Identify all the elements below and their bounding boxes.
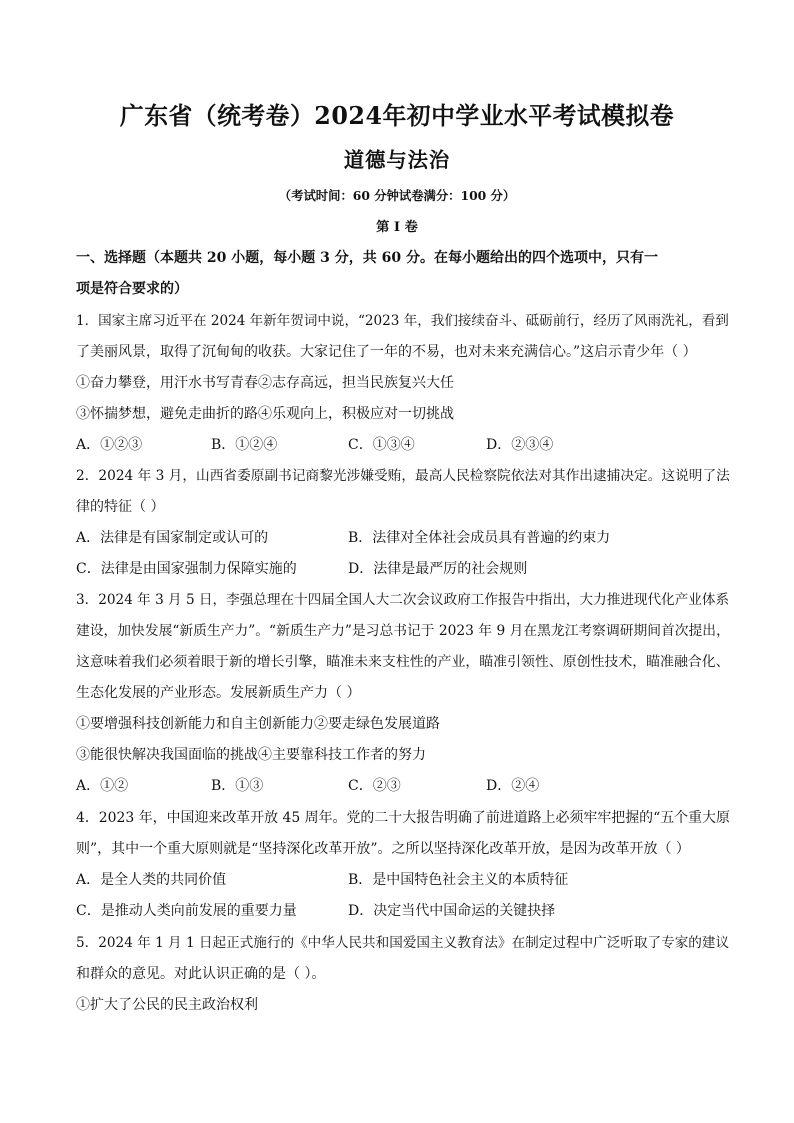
q2-option-a: A．法律是有国家制定或认可的 <box>76 530 269 546</box>
q4-option-d: D．决定当代中国命运的关键抉择 <box>348 903 556 919</box>
q3-stem-line-4: 生态化发展的产业形态。发展新质生产力（ ） <box>76 685 361 701</box>
q1-option-a: A．①②③ <box>76 437 143 453</box>
q2-option-c: C．法律是由国家强制力保障实施的 <box>76 561 297 577</box>
q2-option-b: B．法律对全体社会成员具有普遍的约束力 <box>348 530 611 546</box>
q2-stem-line-2: 律的特征（ ） <box>76 499 165 515</box>
q5-statement-1: ①扩大了公民的民主政治权利 <box>76 997 258 1013</box>
q1-stem-line-2: 了美丽风景，取得了沉甸甸的收获。大家记住了一年的不易，也对未来充满信心。”这启示青少年（ ） <box>76 344 697 360</box>
q1-option-b: B．①②④ <box>211 437 278 453</box>
section-heading-line-2: 项是符合要求的） <box>76 281 188 297</box>
q3-option-d: D．②④ <box>486 778 540 794</box>
q4-option-c: C．是推动人类向前发展的重要力量 <box>76 903 297 919</box>
q3-statement-2: ③能很快解决我国面临的挑战④主要靠科技工作者的努力 <box>76 747 426 763</box>
q3-stem-line-2: 建设，加快发展“新质生产力”。“新质生产力”是习总书记于 2023 年 9 月在黑龙江考察调研期间首次提出， <box>76 623 730 639</box>
q3-stem-line-1: 3．2024 年 3 月 5 日，李强总理在十四届全国人大二次会议政府工作报告中指出，大力推进现代化产业体系 <box>76 592 730 608</box>
volume-label: 第 I 卷 <box>376 220 418 235</box>
q1-option-d: D．②③④ <box>486 437 554 453</box>
q1-statement-2: ③怀揣梦想，避免走曲折的路④乐观向上，积极应对一切挑战 <box>76 406 454 422</box>
q4-option-a: A．是全人类的共同价值 <box>76 872 227 888</box>
q5-stem-line-1: 5．2024 年 1 月 1 日起正式施行的《中华人民共和国爱国主义教育法》在制定过程中广泛听取了专家的建议 <box>76 935 730 951</box>
q4-stem-line-1: 4．2023 年，中国迎来改革开放 45 周年。党的二十大报告明确了前进道路上必须牢牢把握的“五个重大原 <box>76 810 730 826</box>
q4-stem-line-2: 则”，其中一个重大原则就是“坚持深化改革开放”。之所以坚持深化改革开放，是因为改革开放（ ） <box>76 841 690 857</box>
q3-option-c: C．②③ <box>348 778 401 794</box>
q5-stem-line-2: 和群众的意见。对此认识正确的是（ ）。 <box>76 966 326 982</box>
exam-info: （考试时间：60 分钟试卷满分：100 分） <box>278 188 516 203</box>
exam-main-title: 广东省（统考卷）2024年初中学业水平考试模拟卷 <box>119 102 675 130</box>
q3-option-b: B．①③ <box>211 778 264 794</box>
q1-statement-1: ①奋力攀登，用汗水书写青春②志存高远，担当民族复兴大任 <box>76 375 454 391</box>
q3-statement-1: ①要增强科技创新能力和自主创新能力②要走绿色发展道路 <box>76 716 440 732</box>
q2-stem-line-1: 2．2024 年 3 月，山西省委原副书记商黎光涉嫌受贿，最高人民检察院依法对其作出逮捕决定。这说明了法 <box>76 468 730 484</box>
q2-option-d: D．法律是最严厉的社会规则 <box>348 561 528 577</box>
section-heading-line-1: 一、选择题（本题共 20 小题，每小题 3 分，共 60 分。在每小题给出的四个选项中，只有一 <box>76 250 658 266</box>
subject-title: 道德与法治 <box>343 148 451 172</box>
q3-stem-line-3: 这意味着我们必须着眼于新的增长引擎，瞄准未来支柱性的产业，瞄准引领性、原创性技术，瞄准融合化、 <box>76 654 730 670</box>
q3-option-a: A．①② <box>76 778 129 794</box>
q1-stem-line-1: 1．国家主席习近平在 2024 年新年贺词中说，“2023 年，我们接续奋斗、砥砺前行，经历了风雨洗礼，看到 <box>76 313 729 329</box>
q4-option-b: B．是中国特色社会主义的本质特征 <box>348 872 569 888</box>
q1-option-c: C．①③④ <box>348 437 415 453</box>
